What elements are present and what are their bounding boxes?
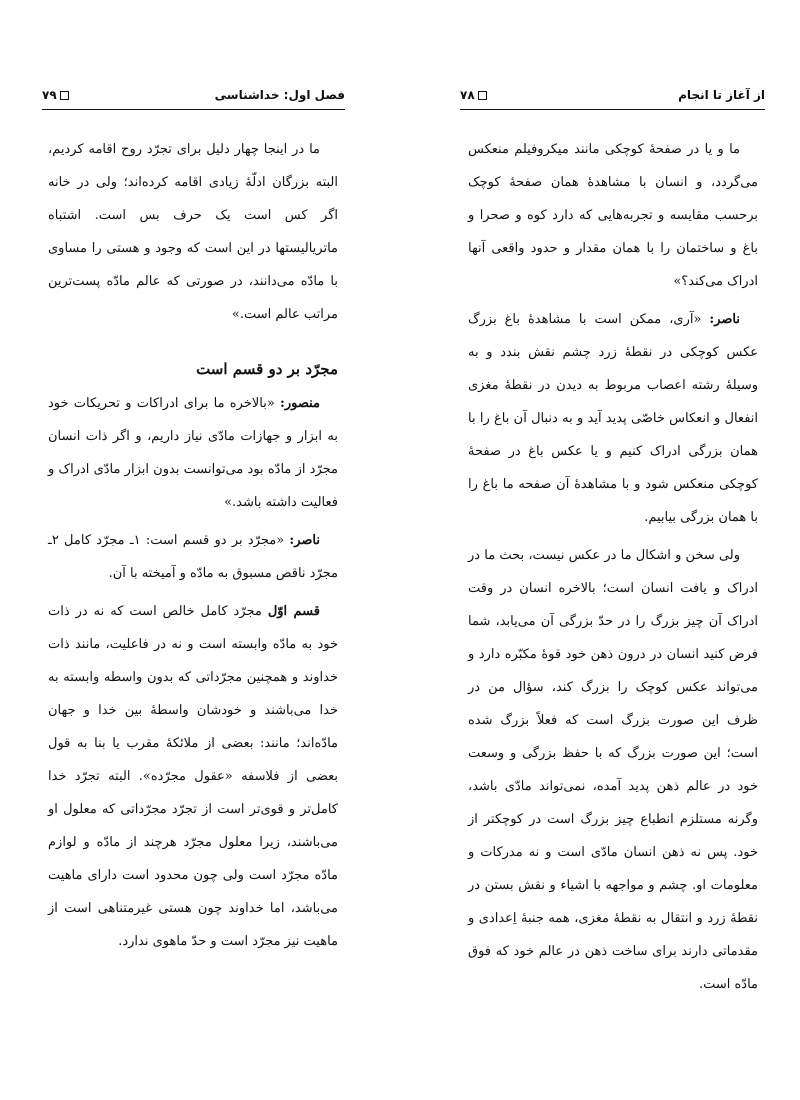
page-body [468,133,758,1006]
page-number: ۷۸ [460,88,475,102]
book-title: از آغاز تا انجام [678,88,765,102]
page-number-group [42,88,69,102]
paragraph: ما در اینجا چهار دلیل برای تجرّد روح اقامه کردیم، البته بزرگان ادلّهٔ زیادی اقامه کرده‌اند؛ ولی در خانه اگر کس است یک حرف بس است. اشتباه ماتریالیستها در این است که وجود و هستی را مساوی با مادّه می‌دانند، در صورتی که عالم مادّه پست‌ترین مراتب عالم است.» [48,142,338,322]
paragraph [48,595,338,958]
speaker-name: منصور: [280,396,320,411]
paragraph: ما و یا در صفحهٔ کوچکی مانند میکروفیلم منعکس می‌گردد، و انسان با مشاهدهٔ همان صفحهٔ کوچک برحسب مقایسه و تجربه‌هایی که دارد کوه و صحرا و باغ و ساختمان را با همان مقدار و حدود واقعی آنها ادراک می‌کند؟» [468,142,758,289]
chapter-title: فصل اول: خداشناسی [214,88,345,102]
paragraph [468,303,758,534]
paragraph [48,524,338,590]
paragraph-text: مجرّد کامل خالص است که نه در ذات خود به مادّه وابسته است و نه در فاعلیت، مانند ذات خداوند و همچنین مجرّداتی که بدون واسطه وابسته به خدا می‌باشند و خودشان واسطهٔ بین خدا و جهان مادّه‌اند؛ مانند: بعضی از ملائکهٔ مقرب یا بنا به قول بعضی از فلاسفه «عقول مجرّده». البته تجرّد خدا کامل‌تر و قوی‌تر است از تجرّد مجرّداتی که معلول او می‌باشند، زیرا معلول مجرّد هرچند از مادّه و لوازم مادّه مجرّد است ولی چون محدود است دارای ماهیت می‌باشد، اما خداوند چون هستی غیرمتناهی است از ماهیت نیز مجرّد است و حدّ ماهوی ندارد. [48,604,338,949]
paragraph-lead: قسم اوّل [267,604,320,619]
page-body [48,133,338,963]
page-header [460,88,765,108]
page-header [42,88,345,108]
header-rule [42,109,345,110]
page-number: ۷۹ [42,88,57,102]
paragraph [48,387,338,519]
paragraph-text: «آری، ممکن است با مشاهدهٔ باغ بزرگ عکس کوچکی در نقطهٔ زرد چشم نقش بندد و به وسیلهٔ رشته اعصاب مربوط به دیدن در نقطهٔ مغزی انفعال و انعکاس خاصّی پدید آید و به دنبال آن باغ را با همان بزرگی ادراک کنیم و یا عکس باغ در صفحهٔ کوچکی منعکس شود و با مشاهدهٔ آن صفحه ما باغ را با همان بزرگی بیابیم. [468,312,758,525]
page-marker-icon [478,91,487,100]
paragraph-text: «بالاخره ما برای ادراکات و تحریکات خود به ابزار و جهازات مادّی نیاز داریم، و اگر ذات انسان مجرّد از مادّه بود می‌توانست بدون ابزار مادّی ادراک و فعالیت داشته باشد.» [48,396,338,510]
paragraph-text: «مجرّد بر دو قسم است: ۱ـ مجرّد کامل ۲ـ مجرّد ناقص مسبوق به مادّه و آمیخته با آن. [48,533,338,581]
right-page [400,0,800,1100]
speaker-name: ناصر: [289,533,320,548]
speaker-name: ناصر: [709,312,740,327]
paragraph: ولی سخن و اشکال ما در عکس نیست، بحث ما در ادراک و یافت انسان است؛ بالاخره انسان در وقت ادراک آن چیز بزرگ را در حدّ بزرگی آن می‌یابد، شما فرض کنید انسان در درون ذهن خود قوهٔ مکبّره دارد و می‌تواند عکس کوچک را بزرگ کند، سؤال من در ظرف این صورت بزرگ است که فعلاً بزرگ شده است؛ این صورت بزرگ که با حفظ بزرگی و وسعت خود در عالم ذهن پدید آمده، نمی‌تواند مادّی باشد، وگرنه مستلزم انطباع چیز بزرگ است در کوچکتر از خود. پس نه ذهن انسان مادّی است و نه مدرکات و معلومات او. چشم و مواجهه با اشیاء و نقش بستن در نقطهٔ زرد و انتقال به نقطهٔ مغزی، همه جنبهٔ اِعدادی و مقدماتی دارند برای ساخت ذهن در عالم خود که فوق مادّه است. [468,548,758,992]
page-marker-icon [60,91,69,100]
section-heading: مجرّد بر دو قسم است [196,360,338,378]
page-number-group [460,88,487,102]
header-rule [460,109,765,110]
